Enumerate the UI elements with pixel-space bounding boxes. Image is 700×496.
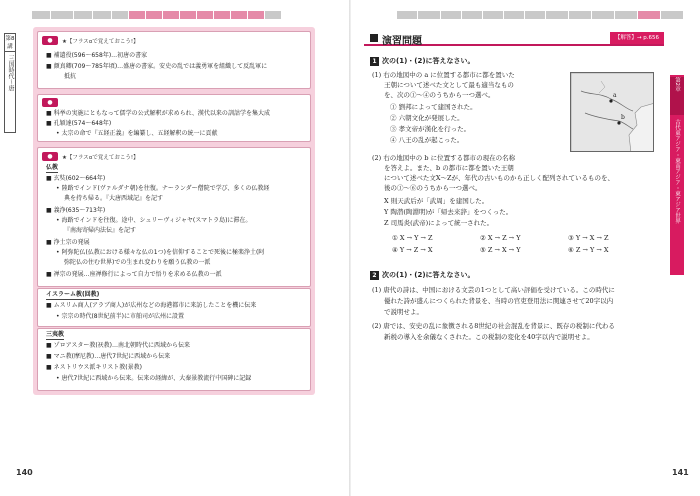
chapter-title: 三国時代〜唐 — [7, 55, 14, 91]
note-line: • 太宗の命で『五経正義』を編纂し、五経解釈の統一に貢献 — [56, 130, 218, 137]
key-point-icon: ● — [42, 36, 58, 45]
right-tab-strip — [397, 11, 683, 19]
title-square-icon — [370, 34, 378, 42]
right-tab[interactable] — [504, 11, 524, 19]
question-1-prompt: 次の(1)・(2)に答えなさい。 — [382, 57, 475, 65]
left-tab-active[interactable] — [163, 11, 179, 19]
note-line: 典を持ち帰る。『大唐西域記』を記す — [64, 195, 164, 202]
note-line: 抵抗 — [64, 73, 77, 80]
question-text: (1) 唐代の詩は、中国における文芸の1つとして高い評価を受けている。この時代に — [372, 286, 615, 294]
right-tab[interactable] — [418, 11, 440, 19]
answer-option[interactable]: ④ 八王の乱が起こった。 — [390, 136, 464, 144]
left-tab[interactable] — [51, 11, 73, 19]
statement-x: X 則天武后が「武周」を建国した。 — [384, 197, 489, 205]
answer-option[interactable]: ③ 孝文帝が漢化を行った。 — [390, 125, 471, 133]
left-tab[interactable] — [74, 11, 92, 19]
question-text: を、次の①〜④のうちから一つ選べ。 — [384, 91, 495, 99]
note-line: ■ 顔真卿(709〜785年頃)…盛唐の書家。安史の乱では義勇軍を組織して反乱軍に — [46, 63, 268, 70]
question-text: 新税の導入を余儀なくされた。この税制の変化を40字以内で説明せよ。 — [384, 333, 594, 341]
chapter-number-block — [670, 77, 684, 115]
answer-reference[interactable]: 【解答】→ p.656 — [610, 32, 664, 44]
chapter-number: 第8講 — [5, 36, 15, 50]
right-tab[interactable] — [615, 11, 637, 19]
note-line: 『南海寄帰内法伝』を記す — [64, 227, 137, 234]
chapter-number: 第2章 — [674, 77, 680, 92]
answer-option[interactable]: ② 六朝文化が発展した。 — [390, 114, 464, 122]
question-text: (1) 右の地図中の a に位置する都市に都を置いた — [372, 71, 515, 79]
statement-y: Y 陶潜(陶淵明)が「帰去来辞」をつくった。 — [384, 208, 513, 216]
left-tab-active[interactable] — [214, 11, 230, 19]
question-number: 2 — [370, 271, 379, 280]
right-tab[interactable] — [525, 11, 545, 19]
right-tab[interactable] — [661, 11, 683, 19]
china-map — [570, 72, 654, 152]
question-number: 1 — [370, 57, 379, 66]
map-label-b: b — [621, 114, 625, 121]
note-line: • 宗宗の時代(8世紀前半)に市舶司が広州に設置 — [56, 313, 184, 320]
note-line: ■ 科挙の実施にともなって儒学の公式解釈が求められ、漢代以来の訓詁学を集大成 — [46, 110, 270, 117]
right-tab[interactable] — [546, 11, 568, 19]
section-heading: 三夷教 — [46, 331, 65, 338]
question-text: 後の①〜⑥のうちから一つ選べ。 — [384, 184, 482, 192]
note-line: ■ ムスリム商人(アラブ商人)が広州などの海港都市に来訪したことを機に伝来 — [46, 302, 257, 309]
right-tab[interactable] — [569, 11, 591, 19]
left-tab[interactable] — [112, 11, 128, 19]
question-text: 王朝について述べた文として最も適当なもの — [384, 81, 514, 89]
note-line: • 海路でインドを往復。途中、シュリーヴィジャヤ(スマトラ島)に滞在。 — [56, 217, 252, 224]
note-line: • 陸路でインド(ヴァルダナ朝)を往復。ナーランダー僧院で学び、多くの仏教経 — [56, 185, 270, 192]
exercise-title: 演習問題 — [382, 36, 422, 47]
ordering-choice[interactable]: ⑤ Z → X → Y — [480, 246, 521, 254]
left-tab-active[interactable] — [129, 11, 145, 19]
note-line: ■ ネストリウス派キリスト教(景教) — [46, 364, 142, 371]
note-line: 弥陀仏の住む世界)での生まれ変わりを願う仏教の一派 — [64, 259, 211, 266]
note-line: ■ 義浄(635〜713年) — [46, 207, 106, 214]
note-line: ■ 孔穎達(574〜648年) — [46, 120, 112, 127]
right-tab[interactable] — [397, 11, 417, 19]
question-2-prompt: 次の(1)・(2)に答えなさい。 — [382, 271, 475, 279]
left-tab[interactable] — [265, 11, 281, 19]
note-line: ■ 補遺役(596〜658年)…初唐の書家 — [46, 52, 148, 59]
question-text: で説明せよ。 — [384, 308, 423, 316]
note-line: ■ ゾロアスター教(祆教)…南北朝時代に西域から伝来 — [46, 342, 191, 349]
hint-label: ★【フラスαで覚えておこう!】 — [62, 155, 139, 161]
left-tab-strip — [32, 11, 281, 19]
left-tab-active[interactable] — [146, 11, 162, 19]
right-tab[interactable] — [441, 11, 461, 19]
right-tab[interactable] — [462, 11, 482, 19]
left-page-number: 140 — [16, 468, 33, 477]
question-text: (2) 唐では、安史の乱に象徴される8世紀の社会混乱を背景に、既存の税制に代わる — [372, 322, 615, 330]
note-line: ■ 浄土宗の発展 — [46, 239, 90, 246]
question-text: について述べた文X〜Zが、年代の古いものから正しく配列されているものを、 — [384, 174, 615, 182]
section-heading: イスラーム教(回教) — [46, 291, 100, 298]
left-tab-active[interactable] — [197, 11, 213, 19]
right-tab[interactable] — [483, 11, 503, 19]
chapter-title: 古代東アジア・東南アジア・東アジア世界 — [674, 119, 680, 224]
map-graphic — [571, 73, 654, 152]
exercise-title-bar — [364, 31, 664, 46]
left-tab[interactable] — [32, 11, 50, 19]
key-point-icon: ● — [42, 98, 58, 107]
answer-option[interactable]: ① 劉邦によって建国された。 — [390, 103, 477, 111]
ordering-choice[interactable]: ⑥ Z → Y → X — [568, 246, 609, 254]
book-gutter — [349, 0, 351, 496]
note-line: ■ 玄奘(602〜664年) — [46, 175, 106, 182]
left-tab[interactable] — [93, 11, 111, 19]
note-line: • 唐代7世紀に西域から伝来。伝来の経緯が、大秦景教流行中国碑に記録 — [56, 375, 252, 382]
key-point-icon: ● — [42, 152, 58, 161]
right-tab-active[interactable] — [638, 11, 660, 19]
map-label-a: a — [613, 92, 617, 99]
left-chapter-label — [4, 33, 16, 133]
ordering-choice[interactable]: ① X → Y → Z — [392, 234, 433, 242]
question-text: (2) 右の地図中の b に位置する都市の現在の名称 — [372, 154, 516, 162]
left-tab-active[interactable] — [180, 11, 196, 19]
right-tab[interactable] — [592, 11, 614, 19]
section-heading: 仏教 — [46, 164, 59, 171]
hint-label: ★【フラスαで覚えておこう!】 — [62, 39, 139, 45]
question-2-heading — [370, 270, 475, 280]
ordering-choice[interactable]: ④ Y → Z → X — [392, 246, 433, 254]
statement-z: Z 司馬炎(武帝)によって統一された。 — [384, 219, 494, 227]
right-chapter-sidebar — [670, 75, 684, 275]
note-line: ■ マニ教(摩尼教)…唐代7世紀に西域から伝来 — [46, 353, 171, 360]
ordering-choice[interactable]: ② X → Z → Y — [480, 234, 521, 242]
left-tab-active[interactable] — [231, 11, 247, 19]
ordering-choice[interactable]: ③ Y → X → Z — [568, 234, 609, 242]
right-page-number: 141 — [672, 468, 689, 477]
left-tab-active[interactable] — [248, 11, 264, 19]
question-1-heading — [370, 56, 475, 66]
note-line: ■ 禅宗の発展…座禅修行によって自力で悟りを求める仏教の一派 — [46, 271, 222, 278]
question-text: を答えよ。また、b の都市に都を置いた王朝 — [384, 164, 514, 172]
question-text: 優れた詩が盛んにつくられた背景を、当時の官吏登用法に関連させて20字以内 — [384, 297, 614, 305]
note-line: • 阿弥陀仏(仏教における様々な仏の1つ)を信仰することで死後に極楽浄土(阿 — [56, 249, 265, 256]
